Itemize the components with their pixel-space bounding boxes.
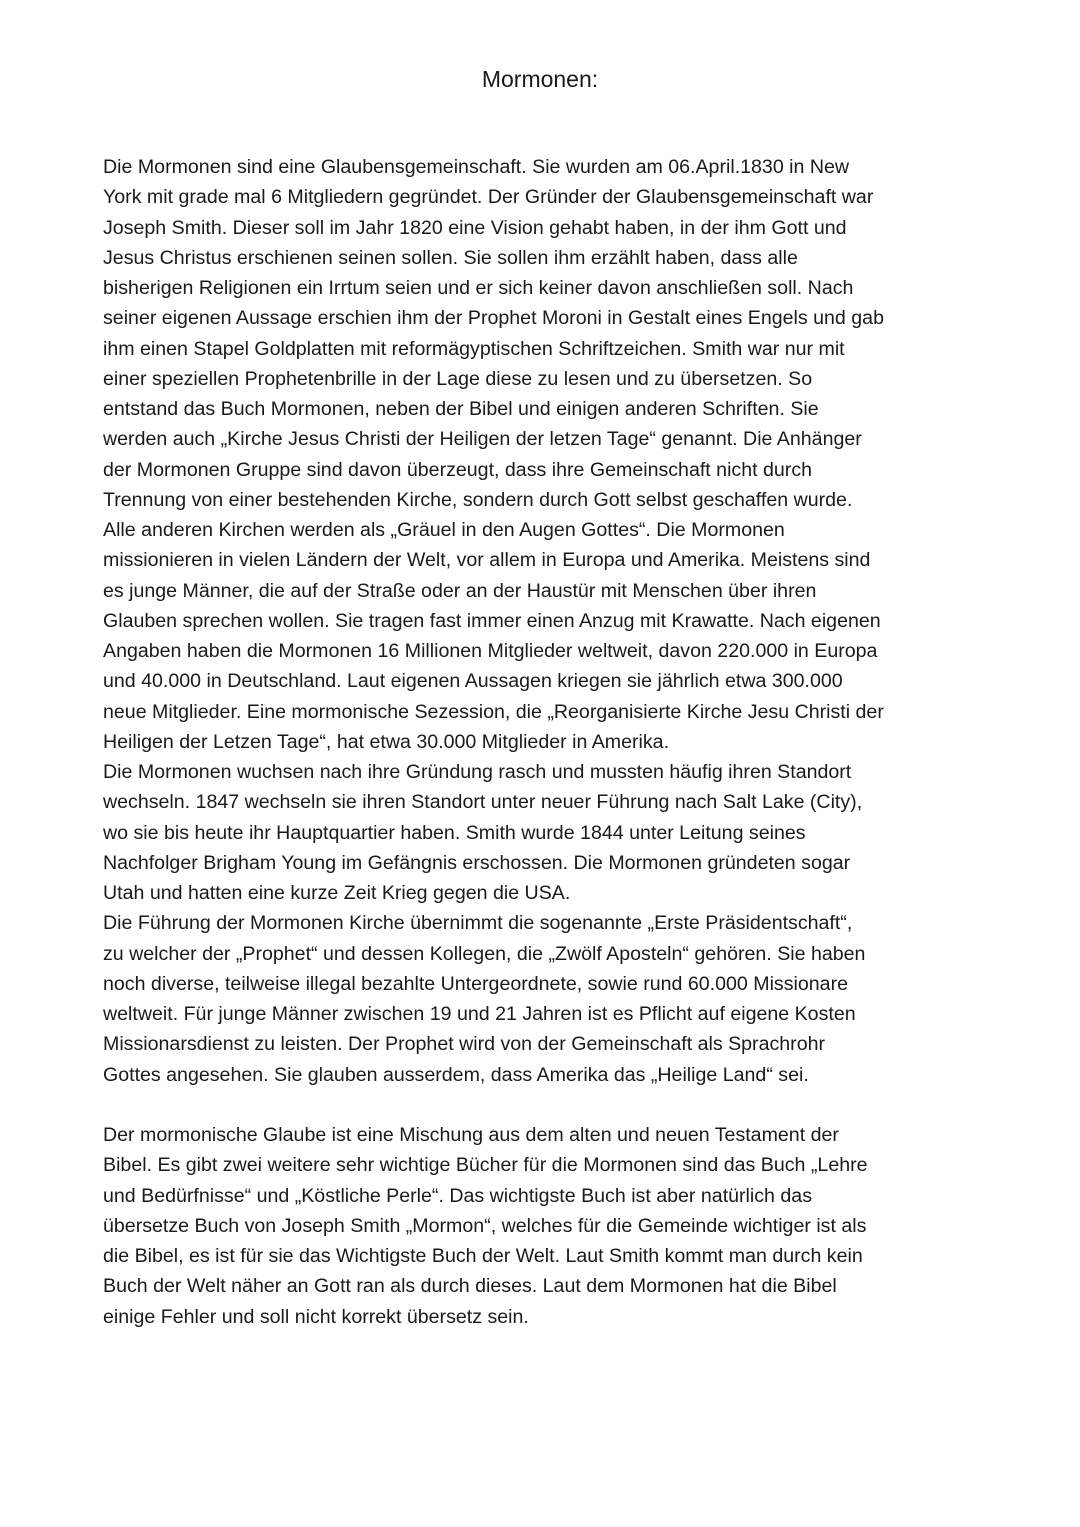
text-line: Angaben haben die Mormonen 16 Millionen Mitglieder weltweit, davon 220.000 in Europa — [103, 640, 878, 662]
text-line: Der mormonische Glaube ist eine Mischung aus dem alten und neuen Testament der — [103, 1124, 839, 1146]
text-line: der Mormonen Gruppe sind davon überzeugt, dass ihre Gemeinschaft nicht durch — [103, 458, 813, 481]
text-line: Buch der Welt näher an Gott ran als durch dieses. Laut dem Mormonen hat die Bibel — [103, 1275, 837, 1298]
text-line: Gottes angesehen. Sie glauben ausserdem, dass Amerika das „Heilige Land“ sei. — [103, 1063, 809, 1086]
text-line: Nachfolger Brigham Young im Gefängnis erschossen. Die Mormonen gründeten sogar — [103, 851, 851, 874]
text-line: bisherigen Religionen ein Irrtum seien und er sich keiner davon anschließen soll. Nach — [103, 277, 854, 299]
text-line: York mit grade mal 6 Mitgliedern gegründet. Der Gründer der Glaubensgemeinschaft war — [103, 186, 874, 209]
text-line: einige Fehler und soll nicht korrekt übersetz sein. — [103, 1305, 529, 1328]
text-line: es junge Männer, die auf der Straße oder an der Haustür mit Menschen über ihren — [103, 579, 817, 602]
text-line: Glauben sprechen wollen. Sie tragen fast immer einen Anzug mit Krawatte. Nach eigenen — [103, 609, 881, 632]
text-line: Jesus Christus erschienen seinen sollen. Sie sollen ihm erzählt haben, dass alle — [103, 246, 798, 269]
text-line: werden auch „Kirche Jesus Christi der Heiligen der letzen Tage“ genannt. Die Anhänger — [103, 428, 862, 451]
text-line: neue Mitglieder. Eine mormonische Sezession, die „Reorganisierte Kirche Jesu Christi der — [103, 700, 884, 723]
text-line: Alle anderen Kirchen werden als „Gräuel in den Augen Gottes“. Die Mormonen — [103, 519, 785, 541]
document-body — [103, 152, 983, 1332]
text-line: einer speziellen Prophetenbrille in der Lage diese zu lesen und zu übersetzen. So — [103, 367, 813, 390]
text-line: Utah und hatten eine kurze Zeit Krieg gegen die USA. — [103, 882, 571, 904]
text-line: zu welcher der „Prophet“ und dessen Kollegen, die „Zwölf Aposteln“ gehören. Sie haben — [103, 942, 866, 965]
paragraph — [103, 757, 983, 908]
text-line: und Bedürfnisse“ und „Köstliche Perle“. Das wichtigste Buch ist aber natürlich das — [103, 1184, 812, 1207]
text-line: missionieren in vielen Ländern der Welt, vor allem in Europa und Amerika. Meistens sind — [103, 549, 871, 572]
text-line: ihm einen Stapel Goldplatten mit reformägyptischen Schriftzeichen. Smith war nur mit — [103, 337, 845, 360]
text-line: Die Mormonen wuchsen nach ihre Gründung rasch und mussten häufig ihren Standort — [103, 761, 852, 783]
text-line: entstand das Buch Mormonen, neben der Bibel und einigen anderen Schriften. Sie — [103, 398, 819, 420]
text-line: Heiligen der Letzen Tage“, hat etwa 30.000 Mitglieder in Amerika. — [103, 730, 670, 753]
text-line: wechseln. 1847 wechseln sie ihren Standort unter neuer Führung nach Salt Lake (City), — [103, 791, 863, 814]
text-line: noch diverse, teilweise illegal bezahlte Untergeordnete, sowie rund 60.000 Missionare — [103, 972, 848, 995]
text-line: Bibel. Es gibt zwei weitere sehr wichtige Bücher für die Mormonen sind das Buch „Lehre — [103, 1154, 868, 1177]
paragraph — [103, 908, 983, 1090]
text-line: seiner eigenen Aussage erschien ihm der Prophet Moroni in Gestalt eines Engels und gab — [103, 307, 884, 330]
text-line: Die Mormonen sind eine Glaubensgemeinschaft. Sie wurden am 06.April.1830 in New — [103, 156, 850, 178]
paragraph — [103, 152, 983, 757]
page-title: Mormonen: — [481, 66, 599, 92]
text-line: Joseph Smith. Dieser soll im Jahr 1820 eine Vision gehabt haben, in der ihm Gott und — [103, 216, 847, 239]
text-line: Trennung von einer bestehenden Kirche, sondern durch Gott selbst geschaffen wurde. — [103, 488, 853, 511]
text-line: Die Führung der Mormonen Kirche übernimmt die sogenannte „Erste Präsidentschaft“, — [103, 912, 853, 935]
text-line: Missionarsdienst zu leisten. Der Prophet wird von der Gemeinschaft als Sprachrohr — [103, 1033, 826, 1056]
text-line: übersetze Buch von Joseph Smith „Mormon“, welches für die Gemeinde wichtiger ist als — [103, 1214, 867, 1237]
text-line: weltweit. Für junge Männer zwischen 19 und 21 Jahren ist es Pflicht auf eigene Kosten — [103, 1003, 856, 1025]
paragraph — [103, 1120, 983, 1332]
text-line: wo sie bis heute ihr Hauptquartier haben. Smith wurde 1844 unter Leitung seines — [103, 821, 806, 844]
text-line: und 40.000 in Deutschland. Laut eigenen Aussagen kriegen sie jährlich etwa 300.000 — [103, 670, 843, 693]
text-line: die Bibel, es ist für sie das Wichtigste Buch der Welt. Laut Smith kommt man durch kein — [103, 1245, 863, 1267]
